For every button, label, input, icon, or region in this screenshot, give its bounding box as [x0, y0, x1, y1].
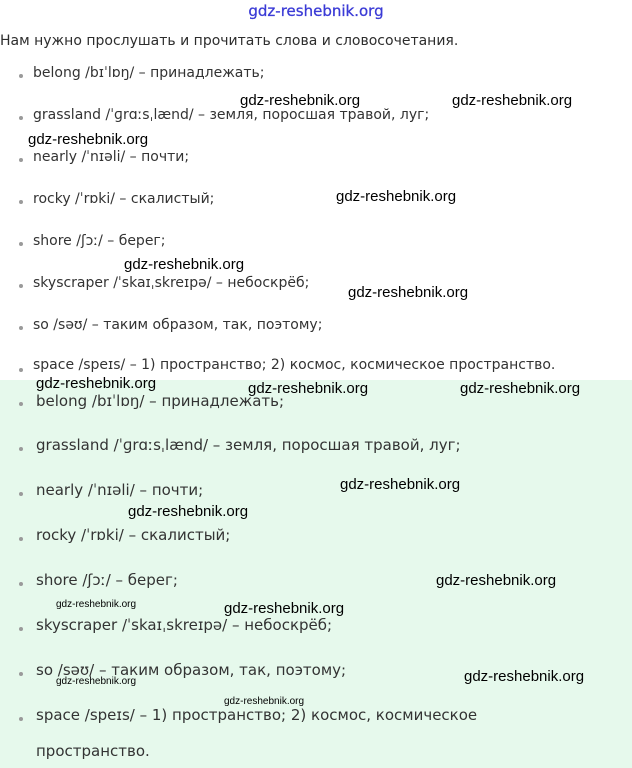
- bullet-icon: [19, 368, 23, 372]
- watermark: gdz-reshebnik.org: [336, 188, 457, 205]
- list-item-text: rocky /ˈrɒki/ – скалистый;: [36, 526, 231, 544]
- list-item-text: so /səʊ/ – таким образом, так, поэтому;: [36, 661, 347, 679]
- bullet-icon: [19, 158, 23, 162]
- watermark: gdz-reshebnik.org: [28, 131, 149, 148]
- list-item-text: grassland /ˈɡrɑːsˌlænd/ – земля, поросшая травой, луг;: [36, 436, 461, 454]
- list-item-text: grassland /ˈɡrɑːsˌlænd/ – земля, поросшая травой, луг;: [33, 107, 430, 123]
- watermark: gdz-reshebnik.org: [56, 599, 137, 610]
- watermark: gdz-reshebnik.org: [248, 380, 369, 397]
- list-item-text: skyscraper /ˈskaɪˌskreɪpə/ – небоскрёб;: [36, 616, 333, 634]
- watermark: gdz-reshebnik.org: [224, 600, 345, 617]
- list-item-text: space /speɪs/ – 1) пространство; 2) космос, космическое пространство.: [33, 357, 556, 373]
- bullet-icon: [19, 284, 23, 288]
- bullet-icon: [19, 74, 23, 78]
- bullet-icon: [19, 672, 23, 676]
- list-item-text: rocky /ˈrɒki/ – скалистый;: [33, 191, 215, 207]
- watermark: gdz-reshebnik.org: [436, 572, 557, 589]
- watermark: gdz-reshebnik.org: [348, 284, 469, 301]
- bullet-icon: [19, 717, 23, 721]
- bullet-icon: [19, 200, 23, 204]
- bullet-icon: [19, 627, 23, 631]
- watermark: gdz-reshebnik.org: [464, 668, 585, 685]
- watermark: gdz-reshebnik.org: [36, 375, 157, 392]
- watermark: gdz-reshebnik.org: [460, 380, 581, 397]
- watermark: gdz-reshebnik.org: [128, 503, 249, 520]
- bullet-icon: [19, 326, 23, 330]
- watermark: gdz-reshebnik.org: [56, 676, 137, 687]
- list-item-text: belong /bɪˈlɒŋ/ – принадлежать;: [36, 392, 285, 410]
- list-item-text: space /speɪs/ – 1) пространство; 2) космос, космическое: [36, 706, 478, 724]
- bullet-icon: [19, 402, 23, 406]
- list-item-text: skyscraper /ˈskaɪˌskreɪpə/ – небоскрёб;: [33, 275, 310, 291]
- bullet-icon: [19, 242, 23, 246]
- bullet-icon: [19, 116, 23, 120]
- watermark: gdz-reshebnik.org: [340, 476, 461, 493]
- bullet-icon: [19, 492, 23, 496]
- bullet-icon: [19, 447, 23, 451]
- list-item-text: shore /ʃɔː/ – берег;: [33, 233, 166, 249]
- intro-text: Нам нужно прослушать и прочитать слова и словосочетания.: [0, 33, 459, 49]
- watermark: gdz-reshebnik.org: [240, 92, 361, 109]
- list-item-text: belong /bɪˈlɒŋ/ – принадлежать;: [33, 65, 265, 81]
- watermark: gdz-reshebnik.org: [452, 92, 573, 109]
- list-item-text-continuation: пространство.: [36, 742, 150, 760]
- bullet-icon: [19, 537, 23, 541]
- list-item-text: shore /ʃɔː/ – берег;: [36, 571, 178, 589]
- watermark: gdz-reshebnik.org: [124, 256, 245, 273]
- watermark: gdz-reshebnik.org: [224, 696, 305, 707]
- bullet-icon: [19, 582, 23, 586]
- list-item-text: nearly /ˈnɪəli/ – почти;: [36, 481, 204, 499]
- site-link[interactable]: gdz-reshebnik.org: [248, 2, 384, 20]
- list-item-text: nearly /ˈnɪəli/ – почти;: [33, 149, 190, 165]
- list-item-text: so /səʊ/ – таким образом, так, поэтому;: [33, 317, 323, 333]
